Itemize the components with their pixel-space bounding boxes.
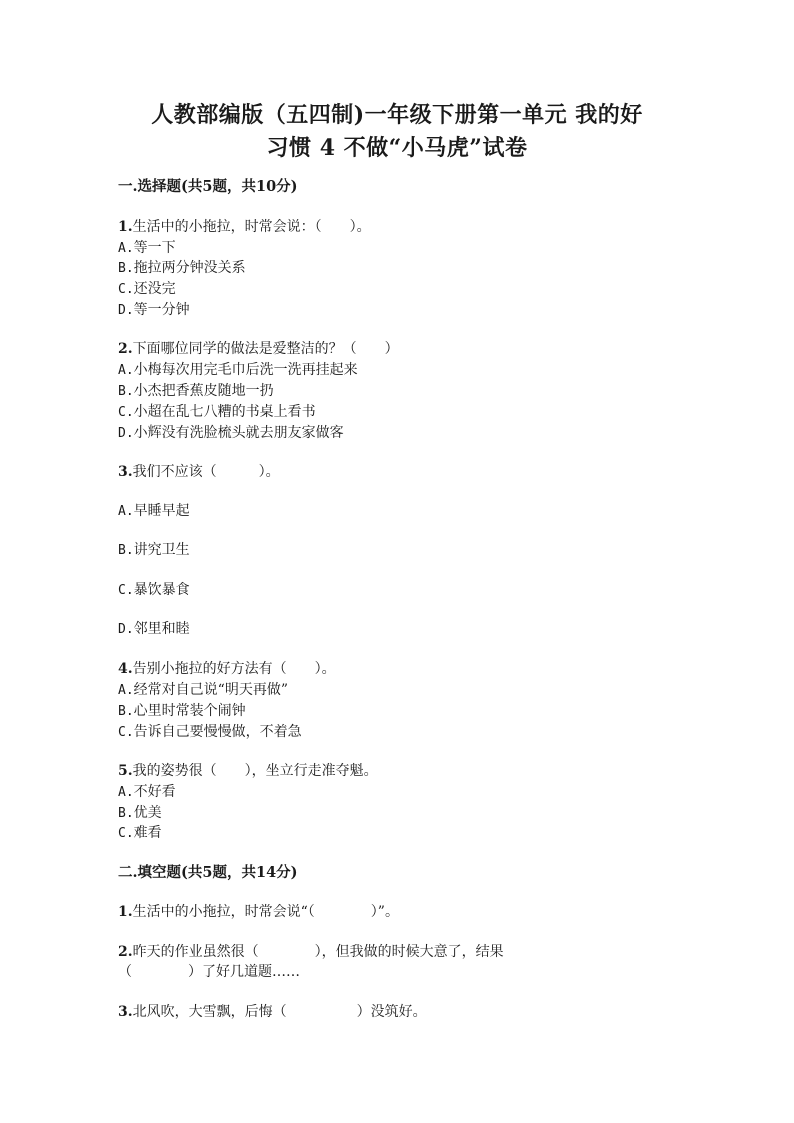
option-text: 优美 xyxy=(133,805,162,821)
question-number: 3. xyxy=(118,464,133,480)
question-number: 1. xyxy=(118,904,133,920)
section-heading-choice: 一.选择题(共5题，共10分) xyxy=(118,178,298,195)
option-label: D. xyxy=(118,622,134,637)
option-text: 还没完 xyxy=(133,281,176,297)
question-number: 3. xyxy=(118,1004,133,1020)
question-text: 生活中的小拖拉，时常会说“（ ）”。 xyxy=(132,904,399,920)
option-a xyxy=(118,361,358,380)
option-text: 告诉自己要慢慢做，不着急 xyxy=(133,724,302,740)
option-label: C. xyxy=(118,725,134,740)
option-text: 小超在乱七八糟的书桌上看书 xyxy=(133,404,316,420)
option-a xyxy=(118,783,176,802)
option-label: C. xyxy=(118,405,134,420)
option-text: 小杰把香蕉皮随地一扔 xyxy=(133,383,274,399)
option-label: C. xyxy=(118,826,134,841)
option-a xyxy=(118,681,288,700)
option-label: B. xyxy=(118,704,134,719)
option-a xyxy=(118,239,176,258)
fill-question-3 xyxy=(118,1003,427,1021)
option-label: A. xyxy=(118,363,134,378)
question-text: 北风吹，大雪飘，后悔（ ）没筑好。 xyxy=(132,1004,427,1020)
option-b xyxy=(118,804,162,823)
option-text: 不好看 xyxy=(133,784,176,800)
option-d xyxy=(118,301,190,320)
option-b xyxy=(118,541,190,560)
question-number: 1. xyxy=(118,219,133,235)
question-1 xyxy=(118,218,371,236)
fill-question-1 xyxy=(118,903,399,921)
option-b xyxy=(118,382,274,401)
option-text: 心里时常装个闹钟 xyxy=(133,703,246,719)
option-label: A. xyxy=(118,683,134,698)
option-c xyxy=(118,403,316,422)
option-c xyxy=(118,723,302,742)
option-text: 拖拉两分钟没关系 xyxy=(133,260,246,276)
option-label: B. xyxy=(118,261,134,276)
option-b xyxy=(118,259,246,278)
question-4 xyxy=(118,660,336,678)
document-title-line-2: 习惯 4 不做“小马虎”试卷 xyxy=(266,135,528,161)
section-heading-fill-in: 二.填空题(共5题，共14分) xyxy=(118,864,298,881)
question-text: 下面哪位同学的做法是爱整洁的？（ ） xyxy=(132,341,399,357)
fill-question-2-continued: （ ）了好几道题…… xyxy=(118,964,300,980)
question-number: 5. xyxy=(118,763,133,779)
option-text: 小梅每次用完毛巾后洗一洗再挂起来 xyxy=(133,362,358,378)
option-label: C. xyxy=(118,282,134,297)
option-c xyxy=(118,581,190,600)
option-text: 早睡早起 xyxy=(133,503,190,519)
option-label: D. xyxy=(118,426,134,441)
option-a xyxy=(118,502,190,521)
option-text: 经常对自己说“明天再做” xyxy=(133,682,288,698)
option-d xyxy=(118,620,190,639)
option-d xyxy=(118,424,344,443)
question-2 xyxy=(118,340,399,358)
option-label: B. xyxy=(118,806,134,821)
option-label: A. xyxy=(118,785,134,800)
option-label: B. xyxy=(118,384,134,399)
fill-question-2 xyxy=(118,943,504,961)
question-text: 我的姿势很（ ），坐立行走准夺魁。 xyxy=(132,763,378,779)
option-c xyxy=(118,280,176,299)
question-text: 我们不应该（ ）。 xyxy=(132,464,280,480)
option-c xyxy=(118,824,162,843)
option-text: 讲究卫生 xyxy=(133,542,190,558)
option-label: A. xyxy=(118,504,134,519)
option-b xyxy=(118,702,246,721)
option-text: 等一下 xyxy=(133,240,176,256)
option-label: A. xyxy=(118,241,134,256)
question-number: 2. xyxy=(118,341,133,357)
question-text: 生活中的小拖拉，时常会说：（ ）。 xyxy=(132,219,371,235)
question-3 xyxy=(118,463,280,481)
question-number: 4. xyxy=(118,661,133,677)
question-number: 2. xyxy=(118,944,133,960)
option-label: C. xyxy=(118,583,134,598)
option-label: B. xyxy=(118,543,134,558)
option-text: 等一分钟 xyxy=(133,302,190,318)
question-text: 告别小拖拉的好方法有（ ）。 xyxy=(132,661,336,677)
option-text: 小辉没有洗脸梳头就去朋友家做客 xyxy=(133,425,344,441)
question-5 xyxy=(118,762,378,780)
option-text: 邻里和睦 xyxy=(133,621,190,637)
document-title-line-1: 人教部编版（五四制)一年级下册第一单元 我的好 xyxy=(151,102,643,128)
option-text: 暴饮暴食 xyxy=(133,582,190,598)
option-text: 难看 xyxy=(133,825,162,841)
question-text: 昨天的作业虽然很（ ），但我做的时候大意了，结果 xyxy=(132,944,504,960)
option-label: D. xyxy=(118,303,134,318)
